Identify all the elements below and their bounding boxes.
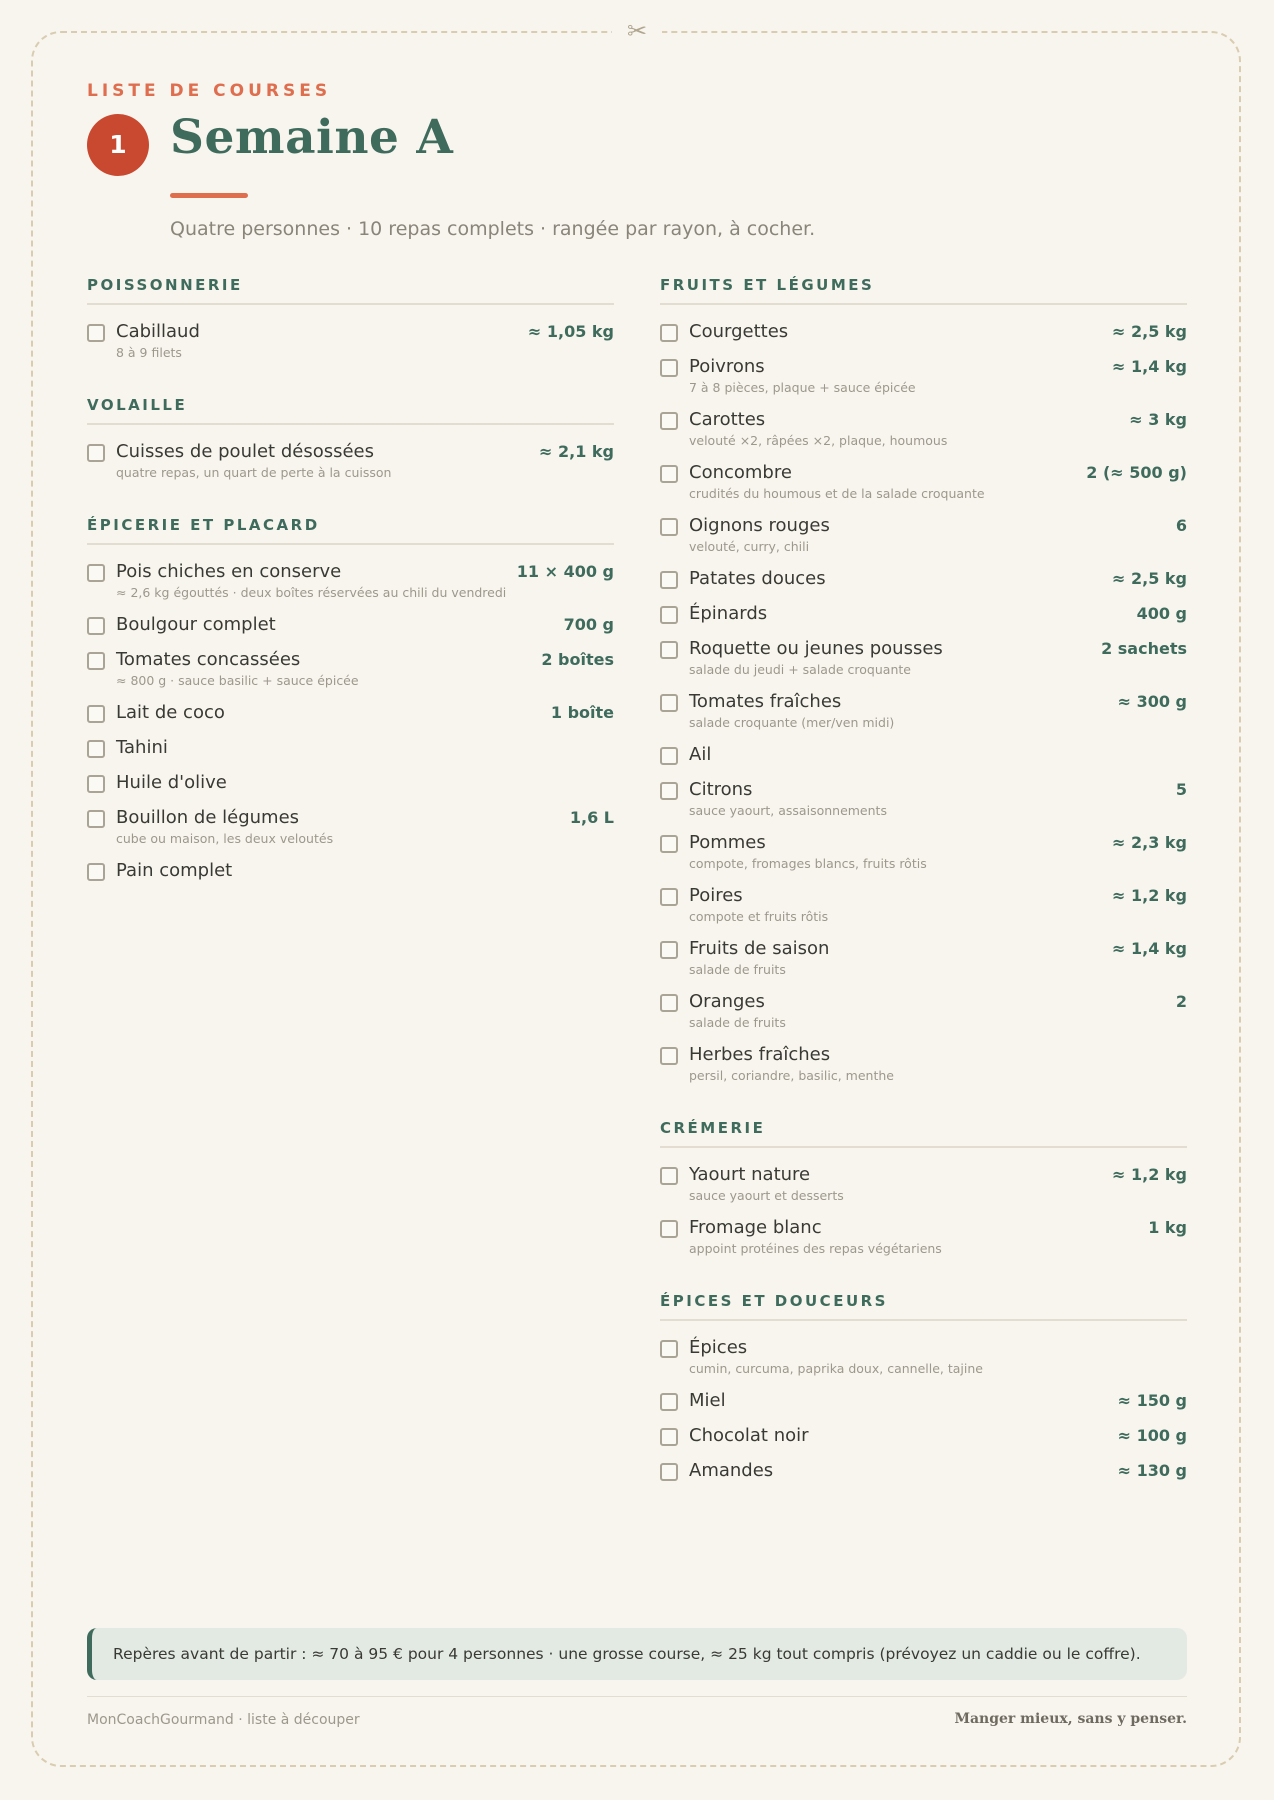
item-name: Miel [689,1390,726,1411]
item-name: Cabillaud [116,321,200,342]
item-name: Fruits de saison [689,938,830,959]
item-name: Pommes [689,832,766,853]
item-checkbox[interactable] [660,324,678,342]
list-item [660,1217,1187,1270]
eyebrow-label: LISTE DE COURSES [87,81,332,101]
section-title: FRUITS ET LÉGUMES [660,276,1187,305]
item-name: Tomates fraîches [689,691,842,712]
item-quantity: ≈ 150 g [1117,1391,1187,1410]
item-quantity: ≈ 1,2 kg [1112,1165,1187,1184]
item-checkbox[interactable] [660,994,678,1012]
right-column [660,276,1187,1517]
item-note: sauce yaourt et desserts [689,1188,844,1203]
list-item [660,744,1187,779]
item-quantity: 5 [1175,780,1187,799]
item-quantity: ≈ 2,1 kg [539,442,614,461]
page-subtitle: Quatre personnes · 10 repas complets · rangée par rayon, à cocher. [170,218,816,240]
item-note: persil, coriandre, basilic, menthe [689,1068,894,1083]
item-note: quatre repas, un quart de perte à la cuisson [116,465,392,480]
item-quantity: ≈ 1,4 kg [1112,357,1187,376]
item-name: Pois chiches en conserve [116,561,342,582]
section-title: ÉPICERIE ET PLACARD [87,516,614,545]
item-checkbox[interactable] [660,571,678,589]
list-item [660,1164,1187,1217]
item-note: salade croquante (mer/ven midi) [689,715,895,730]
item-quantity: ≈ 1,4 kg [1112,939,1187,958]
left-column [87,276,614,917]
list-item [660,462,1187,515]
item-quantity: 2 [1175,992,1187,1011]
list-item [660,885,1187,938]
item-checkbox[interactable] [87,775,105,793]
item-checkbox[interactable] [660,641,678,659]
list-item [660,1425,1187,1460]
list-item [660,832,1187,885]
section-fruits-legumes [660,276,1187,1097]
item-note: sauce yaourt, assaisonnements [689,803,887,818]
item-name: Tahini [116,737,168,758]
item-quantity: ≈ 2,5 kg [1112,322,1187,341]
item-checkbox[interactable] [660,518,678,536]
item-name: Poires [689,885,743,906]
section-title: POISSONNERIE [87,276,614,305]
item-quantity: 1,6 L [569,808,614,827]
list-item [87,561,614,614]
item-name: Courgettes [689,321,789,342]
item-name: Tomates concassées [116,649,301,670]
item-name: Concombre [689,462,792,483]
item-name: Oranges [689,991,765,1012]
item-checkbox[interactable] [87,863,105,881]
item-checkbox[interactable] [660,1463,678,1481]
item-name: Pain complet [116,860,233,881]
item-quantity: ≈ 3 kg [1129,410,1187,429]
item-checkbox[interactable] [87,810,105,828]
section-poissonnerie [87,276,614,374]
footer-divider [87,1696,1187,1697]
item-checkbox[interactable] [87,705,105,723]
item-checkbox[interactable] [660,1393,678,1411]
item-checkbox[interactable] [660,888,678,906]
list-item [87,860,614,895]
item-quantity: 2 (≈ 500 g) [1086,463,1187,482]
item-checkbox[interactable] [660,1340,678,1358]
item-checkbox[interactable] [660,1220,678,1238]
item-checkbox[interactable] [660,1167,678,1185]
item-quantity: ≈ 100 g [1117,1426,1187,1445]
item-checkbox[interactable] [87,564,105,582]
item-checkbox[interactable] [87,652,105,670]
item-name: Huile d'olive [116,772,227,793]
item-note: 8 à 9 filets [116,345,182,360]
item-note: salade de fruits [689,1015,786,1030]
item-quantity: ≈ 2,3 kg [1112,833,1187,852]
item-note: velouté ×2, râpées ×2, plaque, houmous [689,433,948,448]
item-name: Carottes [689,409,766,430]
section-title: ÉPICES ET DOUCEURS [660,1292,1187,1321]
list-item [660,409,1187,462]
item-checkbox[interactable] [660,694,678,712]
item-name: Patates douces [689,568,826,589]
item-checkbox[interactable] [660,1047,678,1065]
item-checkbox[interactable] [660,412,678,430]
item-name: Amandes [689,1460,774,1481]
item-quantity: 1 kg [1148,1218,1187,1237]
list-item [87,614,614,649]
item-name: Épices [689,1337,748,1358]
list-item [660,1460,1187,1495]
item-name: Cuisses de poulet désossées [116,441,375,462]
item-quantity: ≈ 1,2 kg [1112,886,1187,905]
section-epices-douceurs [660,1292,1187,1495]
list-item [660,1390,1187,1425]
item-quantity: 700 g [563,615,614,634]
item-checkbox[interactable] [660,835,678,853]
scissors-icon: ✂ [612,16,662,46]
item-quantity: 2 sachets [1101,639,1187,658]
title-underline [170,193,248,198]
week-number-badge: 1 [87,114,149,176]
item-note: 7 à 8 pièces, plaque + sauce épicée [689,380,916,395]
item-name: Boulgour complet [116,614,276,635]
list-item [87,441,614,494]
item-quantity: ≈ 130 g [1117,1461,1187,1480]
page-title: Semaine A [170,110,454,165]
list-item [660,356,1187,409]
item-quantity: 1 boîte [550,703,614,722]
list-item [87,737,614,772]
list-item [660,779,1187,832]
section-cremerie [660,1119,1187,1270]
item-checkbox[interactable] [660,606,678,624]
item-name: Bouillon de légumes [116,807,300,828]
item-name: Épinards [689,603,768,624]
item-quantity: 6 [1175,516,1187,535]
item-note: velouté, curry, chili [689,539,810,554]
list-item [660,1337,1187,1390]
item-name: Poivrons [689,356,765,377]
footer-brand: MonCoachGourmand · liste à découper [87,1712,360,1728]
item-name: Oignons rouges [689,515,830,536]
list-item [660,991,1187,1044]
item-quantity: 400 g [1136,604,1187,623]
list-item [660,568,1187,603]
item-checkbox[interactable] [660,465,678,483]
item-checkbox[interactable] [87,444,105,462]
item-note: salade du jeudi + salade croquante [689,662,911,677]
item-note: salade de fruits [689,962,786,977]
item-quantity: 11 × 400 g [516,562,614,581]
item-quantity: ≈ 1,05 kg [527,322,614,341]
list-item [660,515,1187,568]
item-note: ≈ 800 g · sauce basilic + sauce épicée [116,673,359,688]
list-item [87,807,614,860]
item-quantity: ≈ 2,5 kg [1112,569,1187,588]
item-note: cumin, curcuma, paprika doux, cannelle, tajine [689,1361,983,1376]
tip-banner: Repères avant de partir : ≈ 70 à 95 € pour 4 personnes · une grosse course, ≈ 25 kg tout compris (prévoyez un caddie ou le coffre). [87,1628,1187,1680]
item-checkbox[interactable] [660,747,678,765]
item-quantity: ≈ 300 g [1117,692,1187,711]
list-item [87,772,614,807]
item-checkbox[interactable] [87,324,105,342]
item-checkbox[interactable] [660,941,678,959]
item-checkbox[interactable] [87,617,105,635]
item-name: Ail [689,744,712,765]
item-checkbox[interactable] [660,782,678,800]
item-checkbox[interactable] [660,1428,678,1446]
section-title: CRÉMERIE [660,1119,1187,1148]
item-name: Lait de coco [116,702,225,723]
item-name: Yaourt nature [689,1164,811,1185]
list-item [87,702,614,737]
item-note: crudités du houmous et de la salade croquante [689,486,985,501]
item-name: Herbes fraîches [689,1044,831,1065]
section-title: VOLAILLE [87,396,614,425]
list-item [660,321,1187,356]
item-checkbox[interactable] [87,740,105,758]
list-item [87,321,614,374]
item-note: ≈ 2,6 kg égouttés · deux boîtes réservées au chili du vendredi [116,585,507,600]
list-item [87,649,614,702]
list-item [660,603,1187,638]
item-note: compote et fruits rôtis [689,909,829,924]
section-volaille [87,396,614,494]
item-name: Chocolat noir [689,1425,809,1446]
section-epicerie [87,516,614,895]
footer-tagline: Manger mieux, sans y penser. [954,1711,1187,1727]
item-quantity: 2 boîtes [541,650,614,669]
item-note: compote, fromages blancs, fruits rôtis [689,856,927,871]
item-name: Citrons [689,779,753,800]
item-name: Fromage blanc [689,1217,822,1238]
item-note: appoint protéines des repas végétariens [689,1241,942,1256]
list-item [660,938,1187,991]
item-note: cube ou maison, les deux veloutés [116,831,334,846]
item-checkbox[interactable] [660,359,678,377]
list-item [660,1044,1187,1097]
item-name: Roquette ou jeunes pousses [689,638,943,659]
list-item [660,691,1187,744]
list-item [660,638,1187,691]
